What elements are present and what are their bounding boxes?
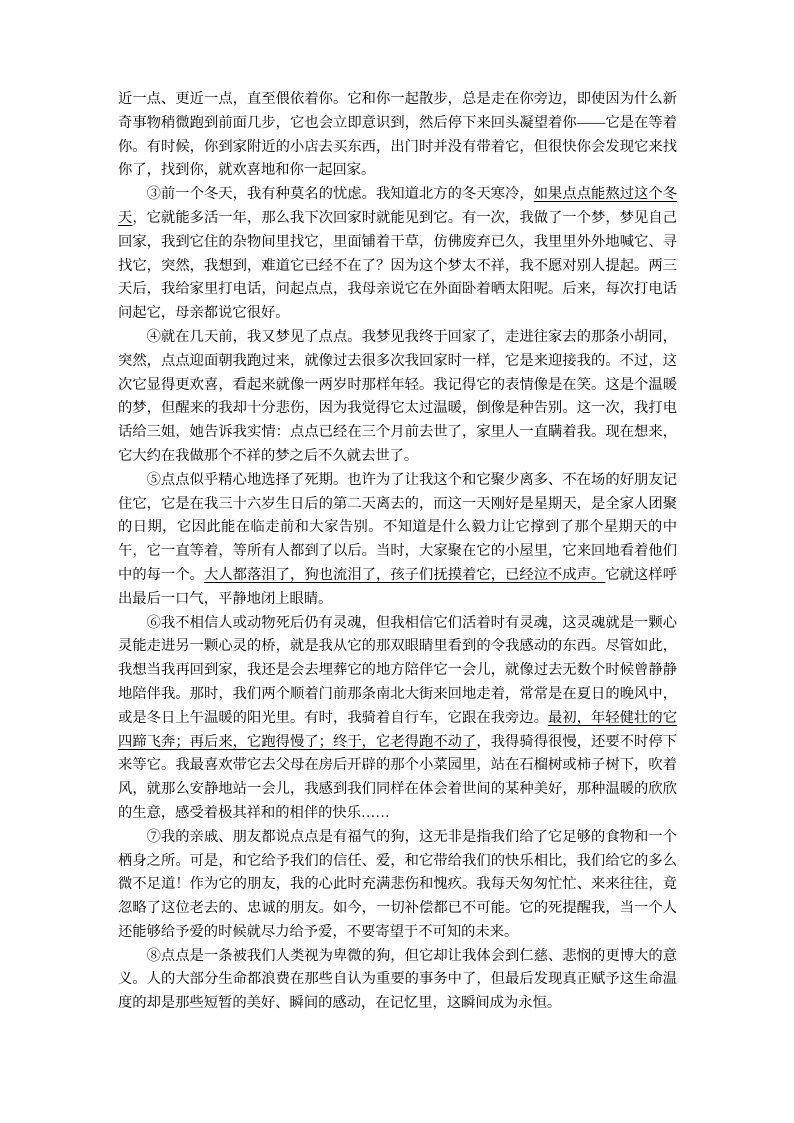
- paragraph-continuation: [118, 88, 677, 183]
- text-segment: ，它就能多活一年，那么我下次回家时就能见到它。有一次，我做了一个梦，梦见自己回家，我到它住的杂物间里找它，里面铺着干草，仿佛废弃已久，我里里外外地喊它、寻找它，突然，我想到，难道它已经不在了？因为这个梦太不祥，我不愿对别人提起。两三天后，我给家里打电话，问起点点，我母亲说它在外面卧着晒太阳呢。后来，每次打电话问起它，母亲都说它很好。: [118, 209, 678, 322]
- text-segment: ④就在几天前，我又梦见了点点。我梦见我终于回家了，走进往家去的那条小胡同，突然，点点迎面朝我跑过来，就像过去很多次我回家时一样，它是来迎接我的。不过，这次它显得更欢喜，看起来就像一两岁时那样年轻。我记得它的表情像是在笑。这是个温暖的梦，但醒来的我却十分悲伤，因为我觉得它太过温暖，倒像是种告别。这一次，我打电话给三姐，她告诉我实情：点点已经在三个月前去世了，家里人一直瞒着我。现在想来，它大约在我做那个不祥的梦之后不久就去世了。: [118, 328, 677, 464]
- text-segment: ⑥我不相信人或动物死后仍有灵魂，但我相信它们活着时有灵魂，这灵魂就是一颗心灵能走进另一颗心灵的桥，就是我从它的那双眼睛里看到的令我感动的东西。尽管如此，我想当我再回到家，我还是会去埋葬它的地方陪伴它一会儿，就像过去无数个时候曾静静地陪伴我。那时，我们两个顺着门前那条南北大街来回地走着，常常是在夏日的晚风中，或是冬日上午温暖的阳光里。有时，我骑着自行车，它跟在我旁边。: [118, 614, 677, 726]
- text-segment: ⑦我的亲戚、朋友都说点点是有福气的狗，这无非是指我们给了它足够的食物和一个栖身之所。可是，和它给予我们的信任、爱，和它带给我们的快乐相比，我们给它的多么微不足道！作为它的朋友，我的心此时充满悲伤和愧疚。我每天匆匆忙忙、来来往往，竟忽略了这位老去的、忠诚的朋友。如今，一切补偿都已不可能。它的死提醒我，当一个人还能够给予爱的时候就尽力给予爱，不要寄望于不可知的未来。: [118, 828, 677, 940]
- paragraph-8: [118, 945, 677, 1016]
- paragraph-4: [118, 326, 677, 469]
- underlined-text: 如果点点能熬过这个冬天: [118, 186, 678, 226]
- underlined-text: 最初，年轻健壮的它四蹄飞奔；再后来，它跑得慢了；终于，它老得跑不动了: [118, 709, 678, 750]
- text-segment: ⑧点点是一条被我们人类视为卑微的狗，但它却让我体会到仁慈、悲悯的更博大的意义。人的大部分生命都浪费在那些自认为重要的事务中了，但最后发现真正赋予这生命温度的却是那些短暂的美好、瞬间的感动，在记忆里，这瞬间成为永恒。: [118, 947, 677, 1012]
- paragraph-6: [118, 612, 677, 826]
- underlined-text: 大人都落泪了，狗也流泪了，孩子们抚摸着它，已经泣不成声。: [204, 566, 606, 583]
- text-segment: 近一点、更近一点，直至偎依着你。它和你一起散步，总是走在你旁边，即使因为什么新奇事物稍微跑到前面几步，它也会立即意识到，然后停下来回头凝望着你——它是在等着你。有时候，你到家附近的小店去买东西，出门时并没有带着它，但很快你会发现它来找你了，找到你，就欢喜地和你一起回家。: [118, 91, 677, 179]
- text-segment: ③前一个冬天，我有种莫名的忧虑。我知道北方的冬天寒冷，: [146, 186, 534, 203]
- article-body: [118, 88, 677, 1016]
- text-segment: 它就这样呼出最后一口气，平静地闭上眼睛。: [118, 566, 678, 607]
- paragraph-3: [118, 183, 677, 326]
- text-segment: ⑤点点似乎精心地选择了死期。也许为了让我这个和它聚少离多、不在场的好朋友记住它，它是在我三十六岁生日后的第二天离去的，而这一天刚好是星期天，是全家人团聚的日期，它因此能在临走前和大家告别。不知道是什么毅力让它撑到了那个星期天的中午，它一直等着，等所有人都到了以后。当时，大家聚在它的小屋里，它来回地看着他们中的每一个。: [118, 471, 677, 583]
- text-segment: ，我得骑得很慢，还要不时停下来等它。我最喜欢带它去父母在房后开辟的那个小菜园里，站在石榴树或柿子树下，吹着风，就那么安静地站一会儿，我感到我们同样在体会着世间的某种美好，那种温暖的欣欣的生意，感受着极其祥和的相伴的快乐……: [118, 733, 678, 821]
- paragraph-5: [118, 469, 677, 612]
- paragraph-7: [118, 826, 677, 945]
